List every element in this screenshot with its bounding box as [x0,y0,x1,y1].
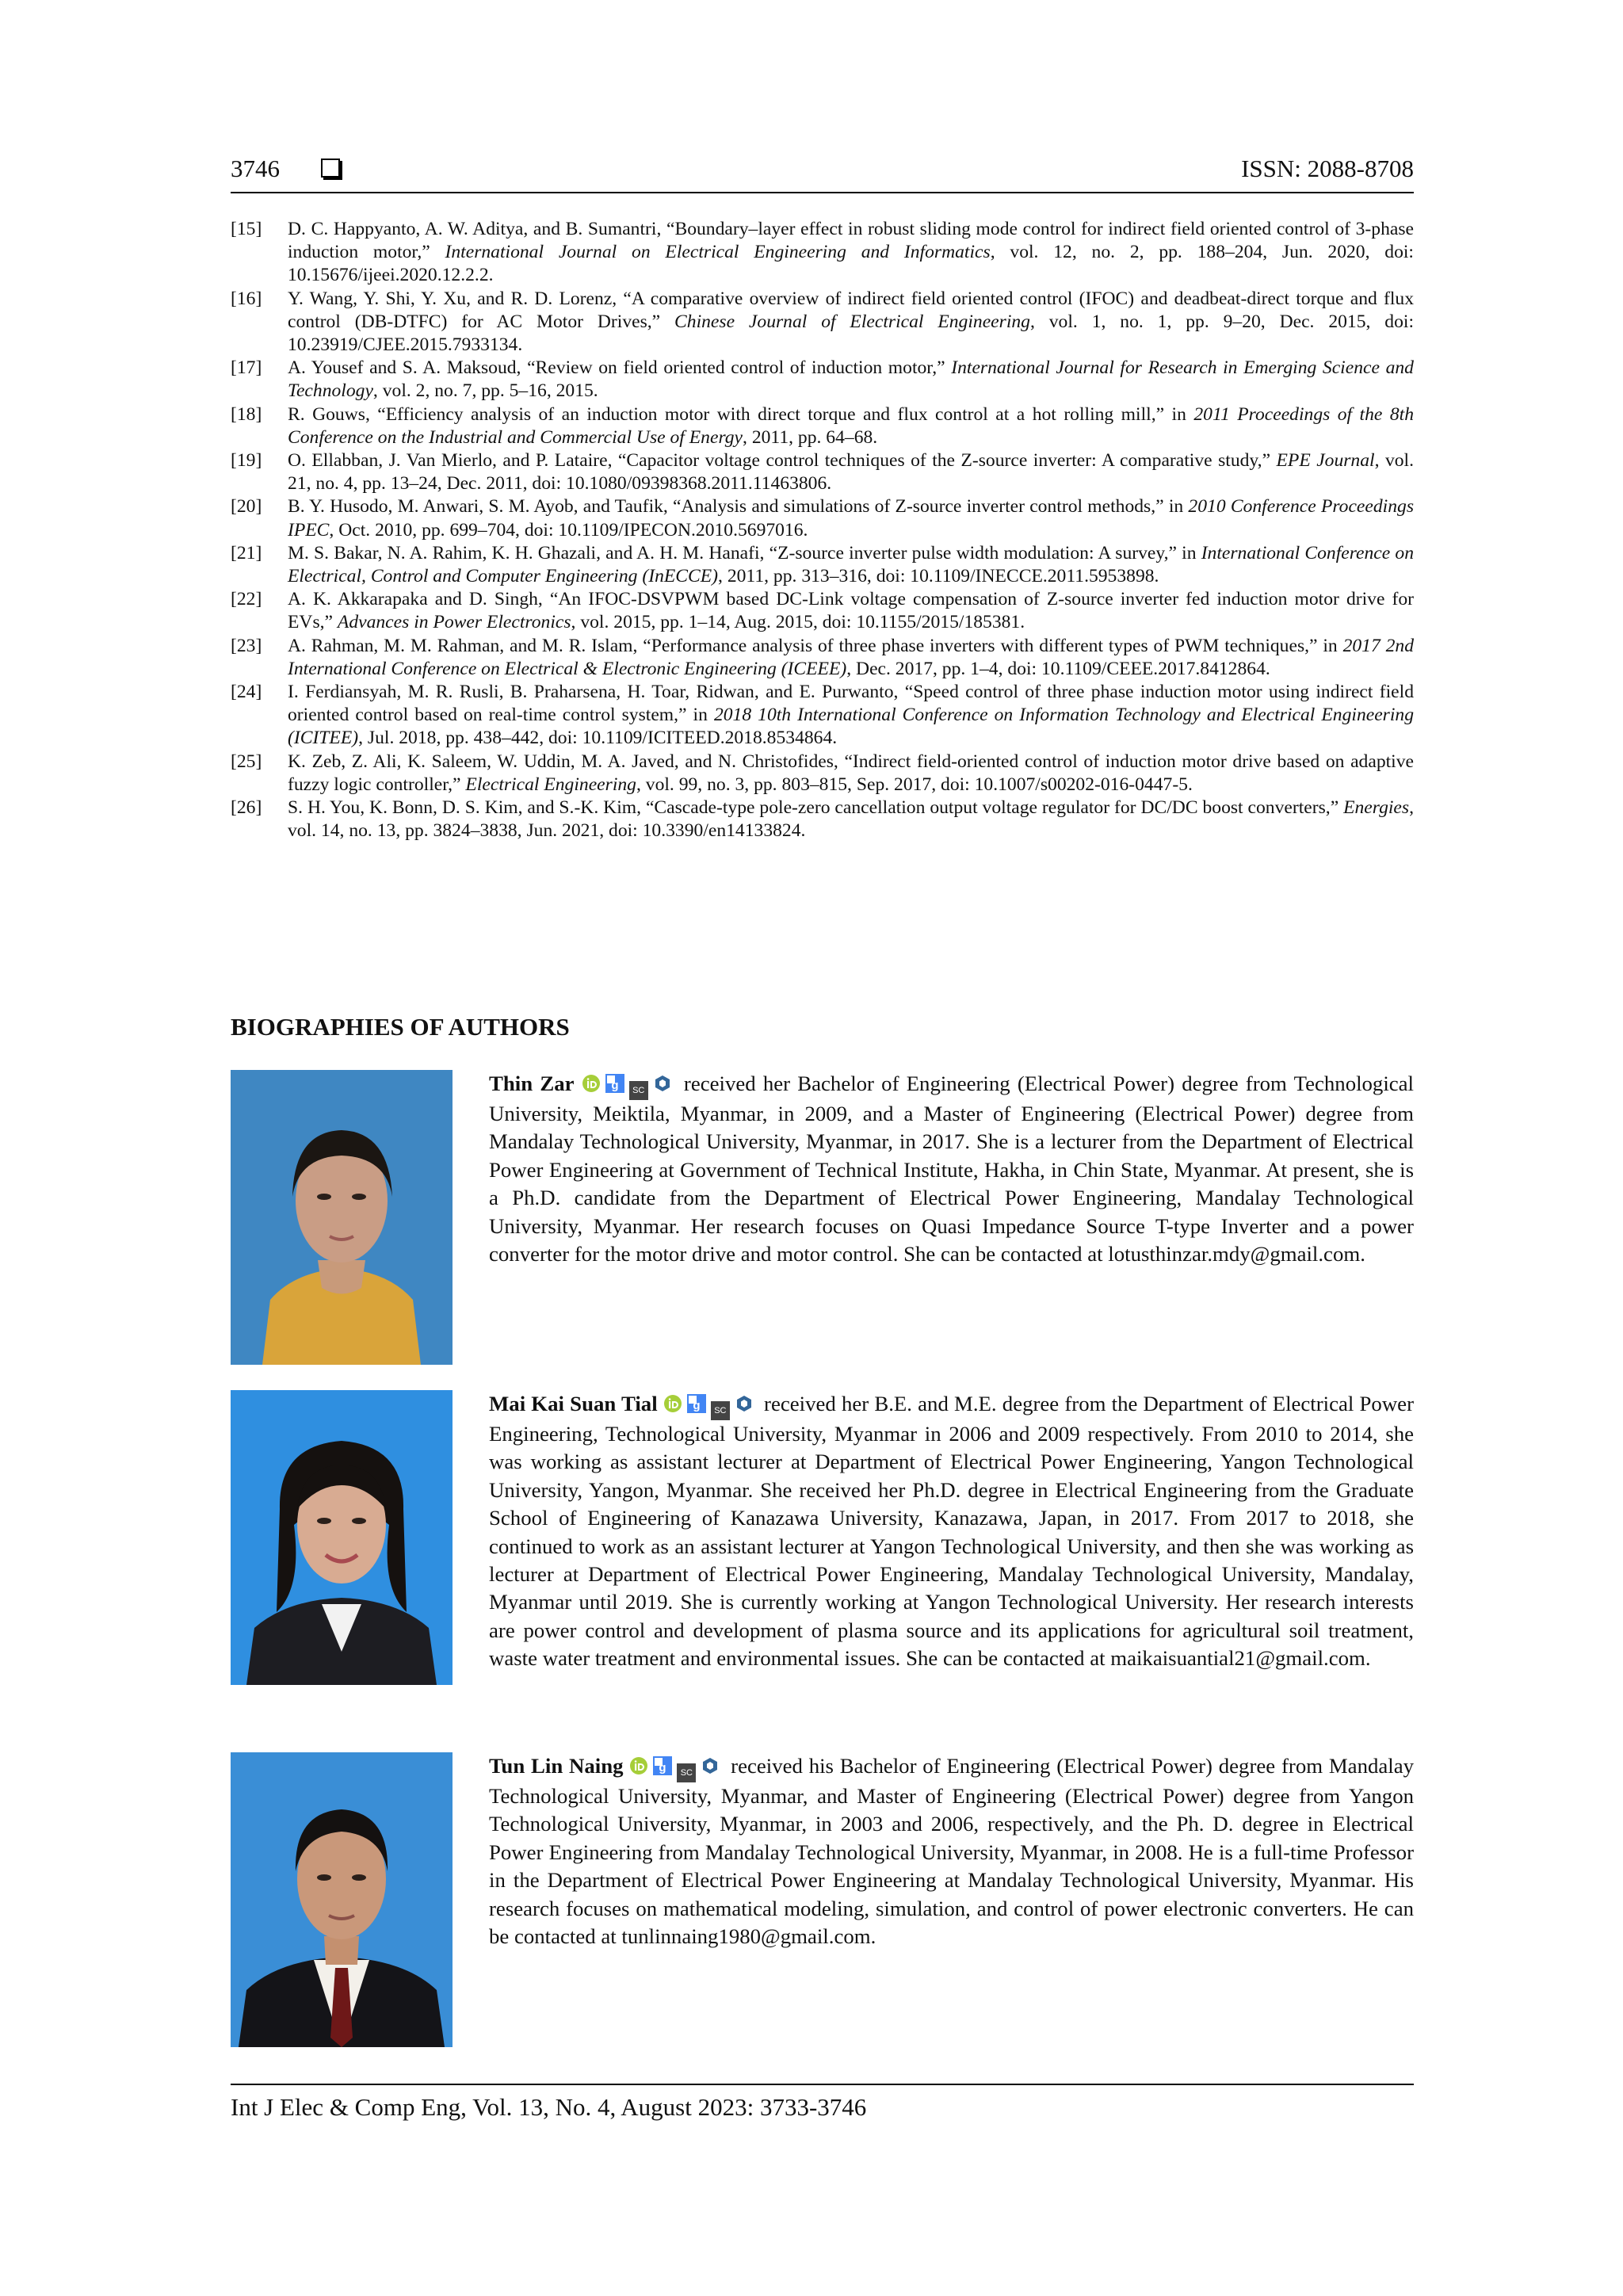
reference-number: [20] [231,496,262,518]
reference-item [231,495,1414,541]
google-scholar-icon[interactable] [653,1755,672,1774]
reference-number: [16] [231,288,262,309]
issn: ISSN: 2088-8708 [1241,155,1414,182]
reference-text: R. Gouws, “Efficiency analysis of an induction motor with direct torque and flux control at a hot rolling mill,” in 2011 Proceedings of the 8th Conference on the Industrial and Commercial Use of Energy, 2011, pp. 64–68. [288,403,1414,448]
square-icon [321,159,340,178]
reference-text: S. H. You, K. Bonn, D. S. Kim, and S.-K. Kim, “Cascade-type pole-zero cancellation output voltage regulator for DC/DC boost converters,” Energies, vol. 14, no. 13, pp. 3824–3838, Jun. 2021, doi: 10.3390/en14133824. [288,797,1414,842]
reference-item [231,449,1414,495]
orcid-icon[interactable] [629,1755,648,1774]
author-bio-text: Thin Zar g SC received her Bachelor of Engineering (Electrical Power) degree from Technological University, Meiktila, Myanmar, in 2009, and a Master of Engineering (Electrical Power) degree from Mandalay Technological University, Myanmar, in 2017. She is a lecturer from the Department of Electrical Power Engineering at Government of Technical Institute, Hakha, in Chin State, Myanmar. At present, she is a Ph.D. candidate from the Department of Electrical Power Engineering, Mandalay Technological University, Myanmar. Her research focuses on Quasi Impedance Source T-type Inverter and a power converter for the motor drive and motor control. She can be contacted at lotusthinzar.mdy@gmail.com. [489,1072,1415,1266]
google-scholar-icon[interactable] [687,1392,706,1412]
scopus-icon[interactable]: SC [629,1081,648,1100]
publons-icon[interactable] [735,1392,754,1412]
reference-number: [26] [231,797,262,819]
reference-number: [24] [231,682,262,703]
reference-item [231,218,1414,288]
svg-text:g: g [693,1399,701,1412]
page-header [231,155,1414,193]
biographies-heading: BIOGRAPHIES OF AUTHORS [231,1013,570,1041]
page-footer [231,2084,1414,2122]
author-bio-text: Mai Kai Suan Tial g SC received her B.E. and M.E. degree from the Department of Electrical Power Engineering, Technological University, Myanmar in 2006 and 2009 respectively. From 2010 to 2014, she was working as assistant lecturer at Department of Electrical Power Engineering, Yangon Technological University, Yangon, Myanmar. She received her Ph.D. degree in Electrical Engineering from the Graduate School of Engineering of Kanazawa University, Kanazawa, Japan, in 2017. From 2017 to 2018, she continued to work as an assistant lecturer at Yangon Technological University, and then she was working as lecturer at Department of Electrical Power Engineering, Mandalay Technological University, Mandalay, Myanmar until 2019. She is currently working at Yangon Technological University. Her research interests are power control and development of plasma source and its applications for agricultural soil treatment, waste water treatment and environmental issues. She can be contacted at maikaisuantial21@gmail.com. [489,1392,1415,1671]
reference-item [231,588,1414,634]
reference-text: I. Ferdiansyah, M. R. Rusli, B. Praharsena, H. Toar, Ridwan, and E. Purwanto, “Speed control of three phase induction motor using indirect field oriented control based on real-time control system,” in 2018 10th International Conference on Information Technology and Electrical Engineering (ICITEE), Jul. 2018, pp. 438–442, doi: 10.1109/ICITEED.2018.8534864. [288,682,1415,749]
svg-text:g: g [659,1761,666,1775]
reference-item [231,681,1414,751]
author-name: Mai Kai Suan Tial [489,1392,658,1415]
reference-item [231,403,1414,449]
orcid-icon[interactable] [663,1392,682,1412]
reference-text: B. Y. Husodo, M. Anwari, S. M. Ayob, and Taufik, “Analysis and simulations of Z-source inverter control methods,” in 2010 Conference Proceedings IPEC, Oct. 2010, pp. 699–704, doi: 10.1109/IPECON.2010.5697016. [288,496,1415,541]
reference-number: [21] [231,542,262,563]
svg-text:g: g [611,1079,619,1092]
author-bio-text: Tun Lin Naing g SC received his Bachelor of Engineering (Electrical Power) degree from Mandalay Technological University, Myanmar, and Master of Engineering (Electrical Power) degree from Yangon Technological University, Myanmar, in 2003 and 2006, respectively, and the Ph. D. degree in Electrical Power Engineering from Mandalay Technological University, Myanmar, in 2008. He is a full-time Professor in the Department of Electrical Power Engineering at Mandalay Technological University, Myanmar. His research focuses on mathematical modeling, simulation, and control of power electronic converters. He can be contacted at tunlinnaing1980@gmail.com. [489,1754,1415,1949]
author-name: Thin Zar [489,1072,575,1095]
scopus-icon[interactable]: SC [711,1401,730,1420]
reference-item [231,635,1414,681]
author-photo [231,1752,453,2047]
reference-number: [19] [231,450,262,472]
scopus-icon[interactable]: SC [677,1763,696,1782]
reference-number: [17] [231,357,262,379]
reference-number: [15] [231,219,262,239]
reference-text: K. Zeb, Z. Ali, K. Saleem, W. Uddin, M. A. Javed, and N. Christofides, “Indirect field-oriented control of induction motor drive based on adaptive fuzzy logic controller,” Electrical Engineering, vol. 99, no. 3, pp. 803–815, Sep. 2017, doi: 10.1007/s00202-016-0447-5. [288,751,1414,795]
reference-item [231,542,1414,588]
references-list [231,218,1414,842]
author-photo [231,1070,453,1365]
reference-item [231,797,1414,842]
reference-item [231,751,1414,797]
publons-icon[interactable] [653,1072,672,1091]
reference-text: A. Yousef and S. A. Maksoud, “Review on field oriented control of induction motor,” International Journal for Research in Emerging Science and Technology, vol. 2, no. 7, pp. 5–16, 2015. [288,357,1414,402]
page-number: 3746 [231,155,280,182]
reference-text: D. C. Happyanto, A. W. Aditya, and B. Sumantri, “Boundary–layer effect in robust sliding mode control for indirect field oriented control of 3-phase induction motor,” International Journal on Electrical Engineering and Informatics, vol. 12, no. 2, pp. 188–204, Jun. 2020, doi: 10.15676/ijeei.2020.12.2.2. [288,219,1414,286]
author-photo [231,1390,453,1685]
journal-citation: Int J Elec & Comp Eng, Vol. 13, No. 4, August 2023: 3733-3746 [231,2093,867,2121]
reference-number: [23] [231,635,262,656]
reference-text: O. Ellabban, J. Van Mierlo, and P. Lataire, “Capacitor voltage control techniques of the Z-source inverter: A comparative study,” EPE Journal, vol. 21, no. 4, pp. 13–24, Dec. 2011, doi: 10.1080/09398368.2011.11463806. [288,450,1414,495]
reference-number: [25] [231,751,262,772]
reference-text: M. S. Bakar, N. A. Rahim, K. H. Ghazali, and A. H. M. Hanafi, “Z-source inverter pulse width modulation: A survey,” in International Conference on Electrical, Control and Computer Engineering (InECCE), 2011, pp. 313–316, doi: 10.1109/INECCE.2011.5953898. [288,542,1414,587]
reference-item [231,288,1414,357]
reference-text: Y. Wang, Y. Shi, Y. Xu, and R. D. Lorenz, “A comparative overview of indirect field oriented control (IFOC) and deadbeat-direct torque and flux control (DB-DTFC) for AC Motor Drives,” Chinese Journal of Electrical Engineering, vol. 1, no. 1, pp. 9–20, Dec. 2015, doi: 10.23919/CJEE.2015.7933134. [288,288,1414,356]
google-scholar-icon[interactable] [605,1072,624,1091]
orcid-icon[interactable] [582,1072,601,1091]
reference-text: A. K. Akkarapaka and D. Singh, “An IFOC-DSVPWM based DC-Link voltage compensation of Z-source inverter fed induction motor drive for EVs,” Advances in Power Electronics, vol. 2015, pp. 1–14, Aug. 2015, doi: 10.1155/2015/185381. [288,589,1414,633]
reference-number: [18] [231,403,262,425]
reference-item [231,357,1414,403]
publons-icon[interactable] [701,1755,720,1774]
reference-text: A. Rahman, M. M. Rahman, and M. R. Islam, “Performance analysis of three phase inverters with different types of PWM techniques,” in 2017 2nd International Conference on Electrical & Electronic Engineering (ICEEE), Dec. 2017, pp. 1–4, doi: 10.1109/CEEE.2017.8412864. [288,635,1414,679]
reference-number: [22] [231,589,262,610]
author-name: Tun Lin Naing [489,1754,624,1778]
